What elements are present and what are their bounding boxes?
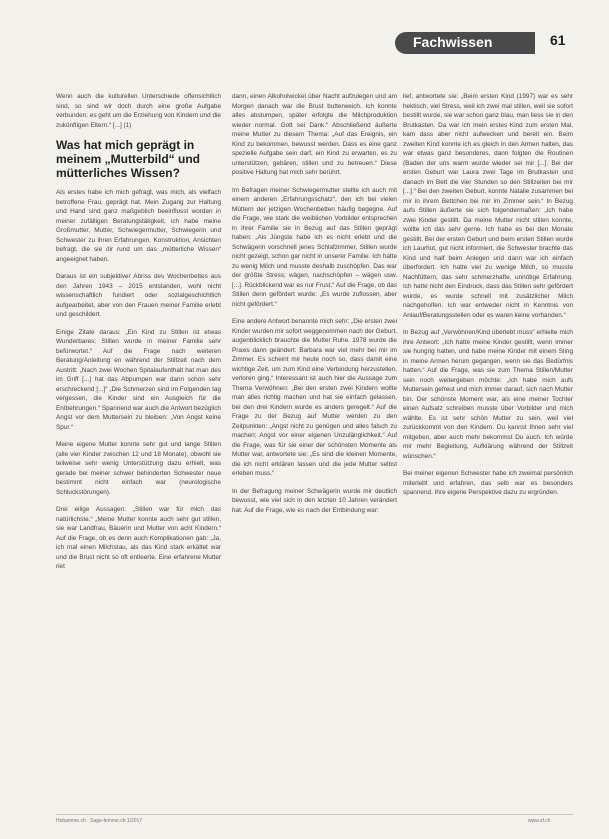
column1-paragraph: Einige Zitate daraus: „Ein Kind zu Stillen ist etwas Wunderbares; Stillen wurde in meiner Familie sehr befürwortet.“ Auf die Frage nach weiteren Beratung/Anleitung en während der Stillzeit nach dem Austritt: „Nach zwei Wochen Spitalaufenthalt hat man des im Griff [...] hat das Abpumpen war dann schon sehr erschreckend [...]“ „Die Schmerzen sind im Folgenden tag vergessen, die Kinder sind ein Ausgleich für die Entbehrungen.“ Spannend war auch die Antwort bezüglich Angst vor dem Muttersein zu bleiben: „Von Angst keine Spur.“: [56, 328, 221, 431]
footer-url: www.sf.ch: [528, 818, 551, 824]
column2-paragraph: dann, einen Alkoholwickel über Nacht aufzulegen und am Morgen danach war die Brust butterweich. Ich konnte alles abstumpen, später erfolgte die Milchproduktion wieder normal. Gott sei Dank.“ Abschließend äußerte meine Mutter zu diesem Thema: „Auf das Ereignis, ein Kind zu bekommen, bewusst werden. Dass es eine ganz spezielle Aufgabe sein darf, ein Kind zu erwarten, es zu unterstützen, gebären, stillen und zu betreuen.“ Diese positive Haltung hat mich sehr berührt.: [232, 93, 397, 176]
column-2: [232, 92, 397, 812]
column-3: [403, 92, 573, 812]
column1-paragraph: Als erstes habe ich mich gefragt, was mich, als vielfach betroffene Frau, geprägt hat. Mein Zugang zur Haltung und Hand sind ganz maßgeblich beeinflusst worden in meiner zufälligen Beratungstätigkeit, ich habe meine Großmutter, Mutter, Schwiegermutter, Schwiegerin und Schwester zu ihren Erfahrungen, Konstruktion, Ansichten befragt, die sie dir rund um das „mütterliche Wissen“ angeeignet haben.: [56, 189, 221, 263]
column2-paragraph: In der Befragung meiner Schwägerin wurde mir deutlich bewusst, wie viel sich in den letzten 10 Jahren verändert hat. Auf die Frage, wie es nach der Entbindung war:: [232, 487, 397, 514]
column1-paragraph: Meine eigene Mutter konnte sehr gut und lange Stillen (alle vier Kinder zwischen 12 und 18 Monate), obwohl sie teilweise sehr wenig Unterstützung dazu erhielt, was gerade bei meiner schwer behinderten Schwester neue bestimmt nicht einfach war (neurologische Schluckstörungen).: [56, 441, 221, 496]
section-heading: Was hat mich geprägt in meinem „Mutterbild“ und mütterliches Wissen?: [56, 138, 200, 180]
column1-paragraph: Daraus ist ein subjektiver Abriss des Wochenbettes aus den Jahren 1943 – 2015 entstanden, wohl nicht wissenschaftlich fundiert oder sozialgeschichtlich aufgearbeitet, aber von den Frauen meiner Familie erlebt und geschildert.: [56, 273, 221, 318]
column2-paragraph: Eine andere Antwort benannte mich sehr: „Die ersten zwei Kinder wurden mir sofort weggenommen nach der Geburt, augenblicklich brauchte die Mutter Ruhe. 1978 wurde die Praxis dann geändert: Barbara war viel mehr bei mir im Zimmer. Es scheint mir heute noch so, dass damit eine wichtige Zeit, um zum Kind eine Verbindung herzustellen, verloren ging.“ Interessant ist auch hier die Aussage zum Thema Verwöhnen: „Bei den ersten zwei Kindern wollte man alles richtig machen und hat sie einfach gelassen, bei den drei Kindern wurde es anders geregelt.“ Auf die Frage zu der Bezug auf Mutter werden zu den Zeitpunkten: „Angst nicht zu genügen und alles falsch zu machen; Angst vor einer eigenen Unzulänglichkeit.“ Auf die Frage, was für sie einer der schönsten Momente als Mutter war, antwortete sie: „Es sind die kleinen Momente, die ich nicht erklären lassen und die jede Mutter selbst erleben muss.“: [232, 318, 397, 477]
section-label: Fachwissen: [413, 34, 493, 50]
column3-paragraph: lief, antwortete sie: „Beim ersten Kind (1997) war es sehr hektisch, viel Stress, weil ich zwei mal stillen, weil sie sofort bestillt wurde, sie war schon ganz blau, man liess sie in den Brutkasten. Da war ich mein erstes Kind zum ersten Mal, kam dass aber nicht aufwecken und bereit ein. Beim zweiten Kind konnte ich es gleich in den Armen halten, das war etwas ganz besonderes, dann folgten die Routinen (Baden der uns warm wurde wieder sei mir [...]. Bei der ersten Geburt war Laura zwei Tage im Brutkasten und danach im Bett die vier Stunden so den Stillzeiten bei mir [...].“ Bei den zweiten Geburt, konnte Natalie zusammen bei mir in ihrem Bettchen bei mir im Zimmer sein.“ In Bezug aufs Stillen äußerte sie sich folgendermaßen: „Ich habe zwei Kinder gestillt. Da meine Mutter nicht stillen konnte, wollte ich das sehr gerne. Ich habe es bei den Monate gestillt. Bei der ersten Geburt und beim ersten Stillen wurde ich Laurhut, gut nicht informiert, die Schwester brachte das Kind und half beim Anlegen und dann war ich einfach überfordert. Ich hatte viel zu wenige Milch, so musste Nachfüttern, das sehr schmerzhafte, unnötige Erfahrung. Ich hatte nicht den Eindruck, dass das Stillen sehr gefördert wurde, es wurde schnell mit zusätzlicher Milch nachgeholfen. Ich war entweder nicht in Kenntnis von Anlauf/Beratungsstellen oder es waren keine vorhanden.“: [403, 93, 573, 319]
footer-divider: [56, 814, 573, 815]
column-1: [56, 92, 221, 812]
column1-paragraph: Drei eilige Aussagen: „Stillen war für mich das natürlichste.“ „Meine Mutter konnte auch sehr gut stillen, sie war Landfrau, Bäuerin und Mutter von acht Kindern.“ Auf die Frage, ob es denn auch Komplikationen gab: „Ja, ich mal einen Milchstau, als das Kind stark erkältet war und die Brust nicht so oft entleerte. Eine erfahrene Mutter riet: [56, 506, 221, 570]
page-number: 61: [550, 32, 566, 48]
section-tab: [395, 32, 535, 54]
column3-paragraph: In Bezug auf „Verwöhnen/Kind überlebt muss“ erhielte mich ihre Antwort: „Ich hatte meine Kinder gestillt, wenn immer sie hungrig hatten, und habe meine Kinder mit einem Sling in meine Armen herum gegangen, wenn sie das Bedürfnis hatten.“ Auf die Frage, was sie zum Thema Stillen/Mutter sein noch weitergeben möchte: „Ich habe mich aufs Muttersein gefreut und mich immer darauf, sich nach Mutter bin. Der schönste Moment war, als eine meiner Tochter einen Aufsatz schreiben musste über Vorbilder und mich wählte. Es ist sehr schön Mutter zu sein, weil viel zurückkommt von den Kindern. Du kannst Ihnen sehr viel mitgeben, aber auch mehr bekommst Du auch. Ich würde mir mehr Begleitung, Aufklärung während der Stillzeit wünschen.“: [403, 329, 573, 460]
column2-paragraph: Im Befragen meiner Schwiegermutter stellte ich auch mit einem anderen „Erfahrungsschatz“, den ich bei vielen Müttern der jetzigen Wochenbetten häufig begegne. Auf die Frage, wie stark die weiblichen Vorbilder entsprechen in ihrer Familie sie in Bezug auf das Stillen geprägt haben: „Als Jüngste habe ich es nicht erlebt und die Schwägerin vorschnell jenes Schlafzimmer, Stillen wurde nicht gezeigt, schon gar nicht in unserer Familie. Ich hatte zu wenig Milch und musste deshalb zuschöpfen. Das war der größte Stress; wägen, nachschöpfen – wägen usw. [...]. Rückblickend war es nur Frust.“ Auf die Frage, ob das Stillen denn gefördert wurde: „Es wurde zuflossen, aber nicht gefördert.“: [232, 186, 397, 308]
footer-publication: Hebamme.ch · Sage-femme.ch 1/2017: [56, 818, 143, 824]
column3-paragraph: Bei meiner eigenen Schwester habe ich zweimal persönlich miterlebt und erfahren, das selb war es besonders spannend. Ihre eigene Perspektive dazu zu ergründen.: [403, 470, 573, 496]
column1-intro: Wenn auch die kulturellen Unterschiede offensichtlich sind, so sind wir doch durch eine große Aufgabe verbunden: es geht um die Erziehung von Kindern und die zukünftigen Eltern.“ [...] (1): [56, 93, 221, 129]
